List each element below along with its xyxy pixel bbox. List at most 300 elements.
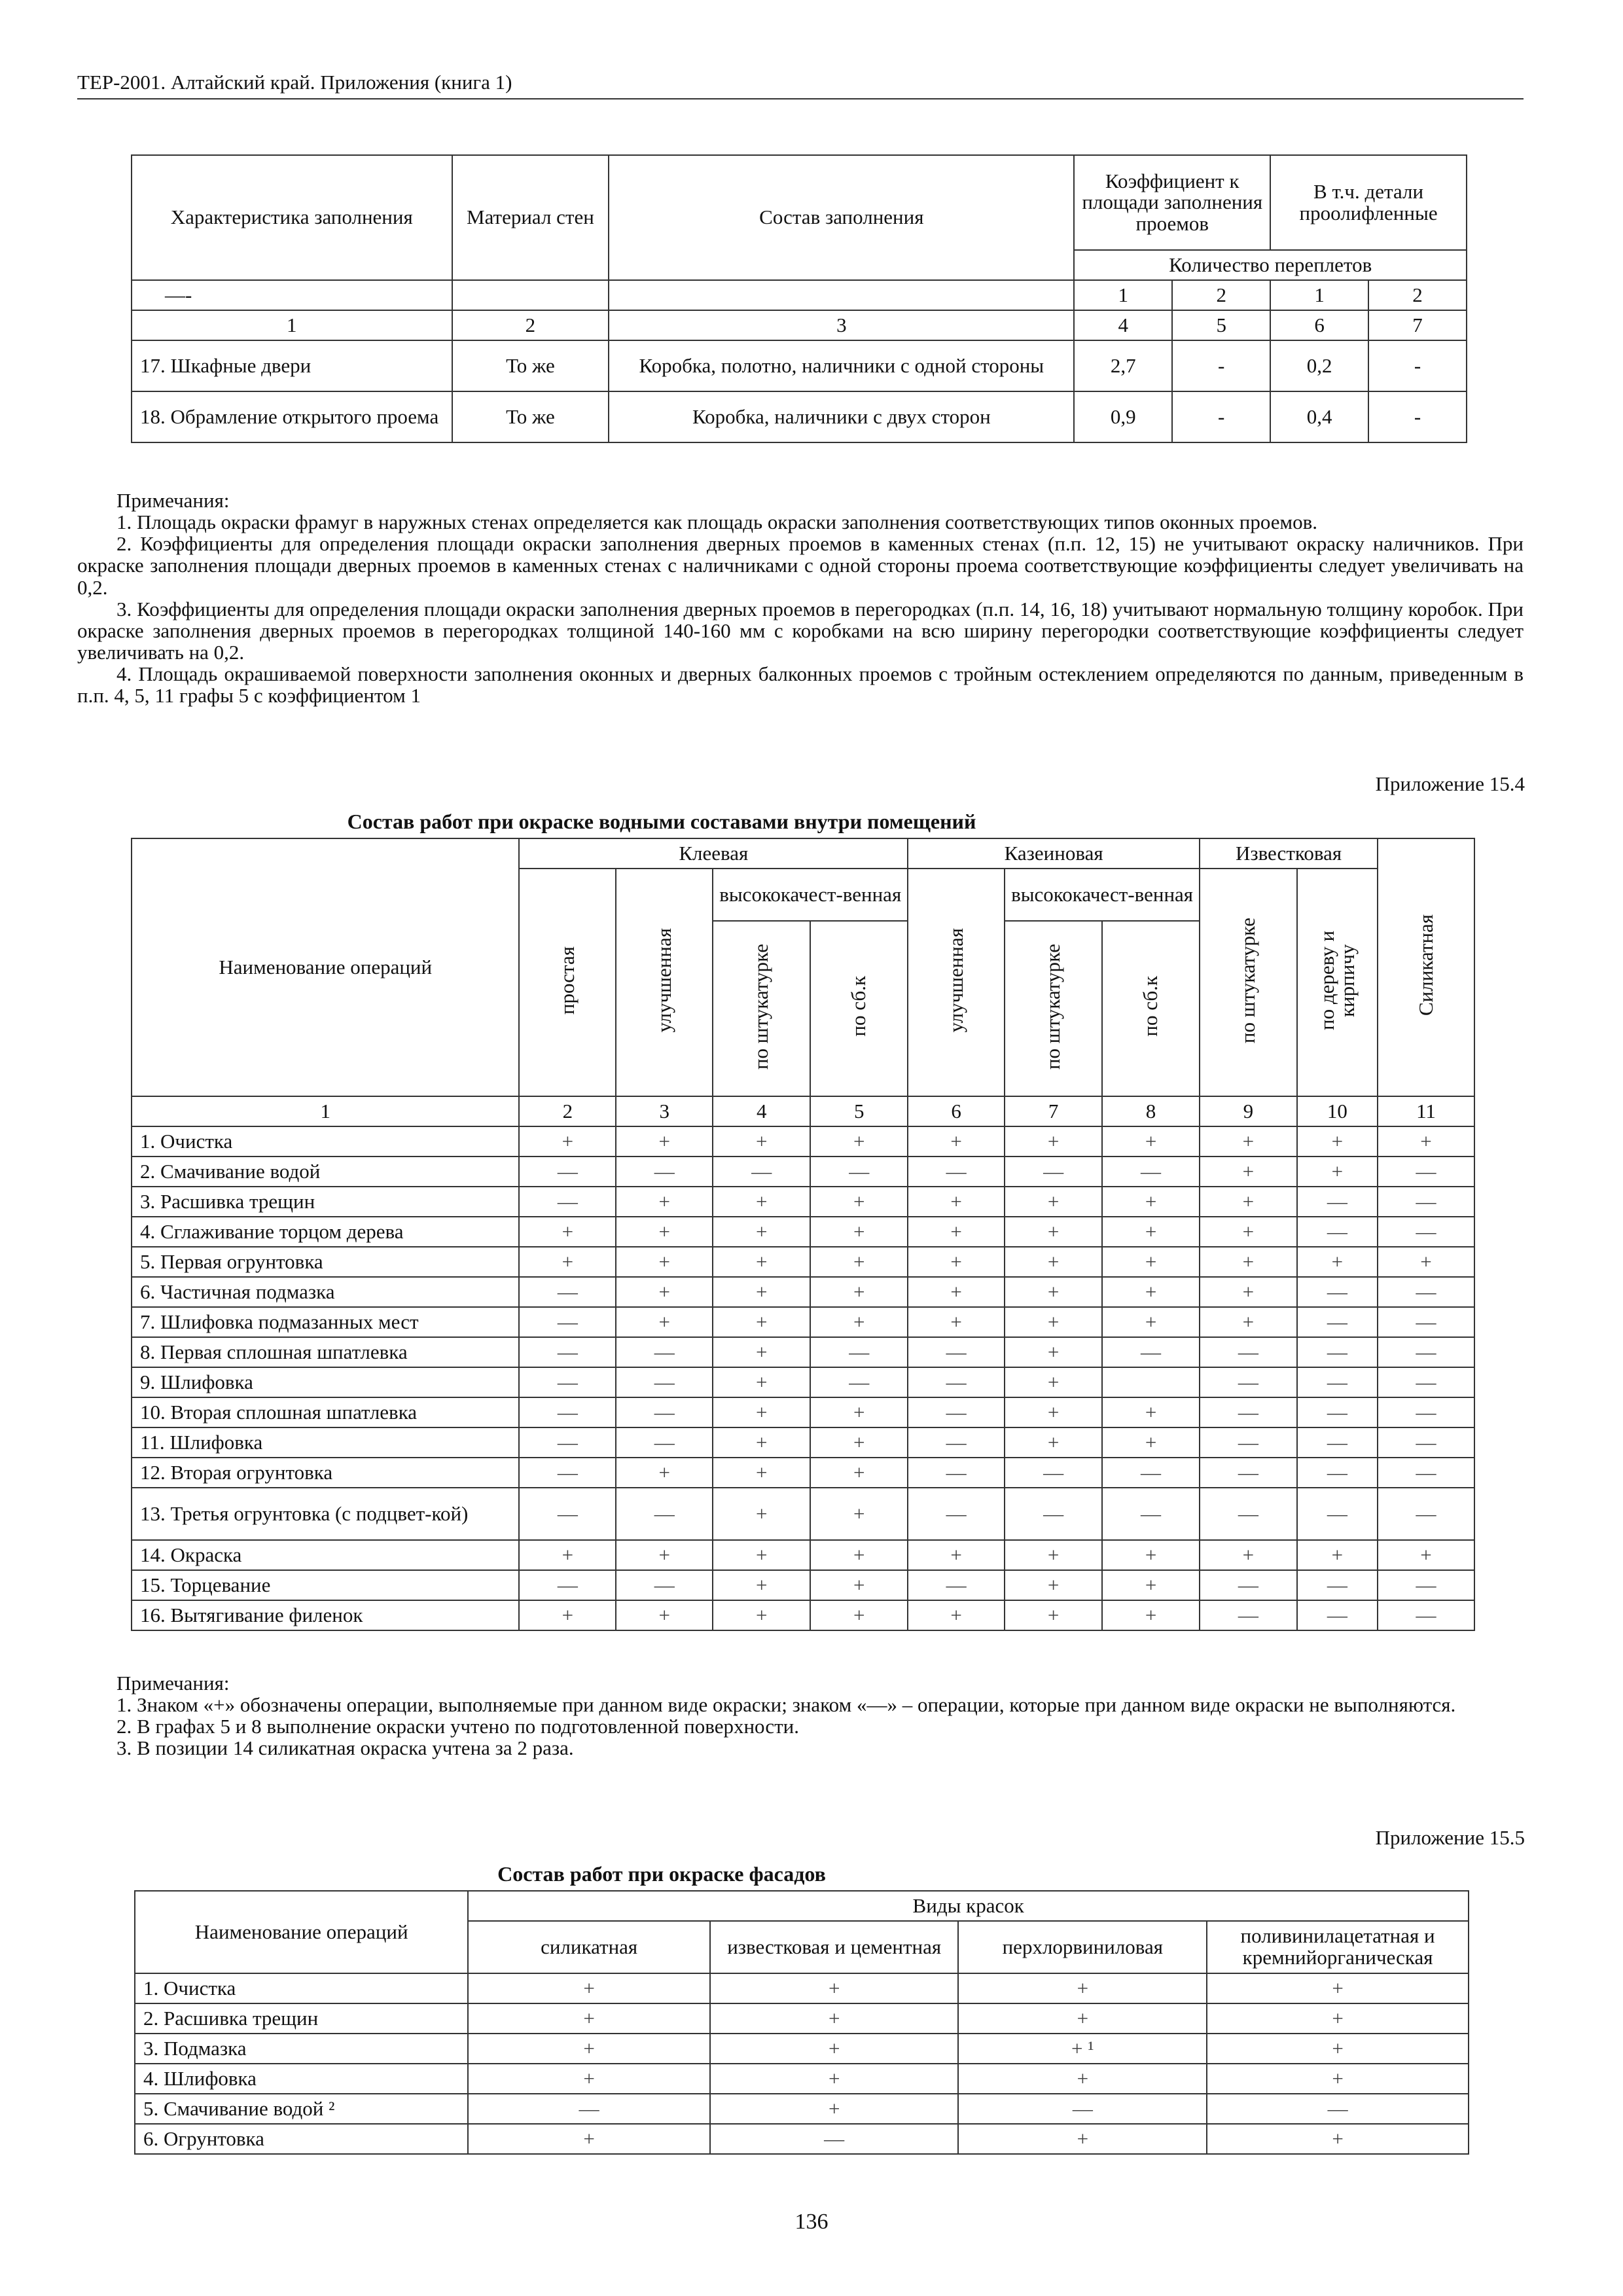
- cell: —: [1297, 1600, 1378, 1630]
- row-label: 7. Шлифовка подмазанных мест: [132, 1307, 519, 1337]
- col-header: по штукатурке: [1005, 921, 1102, 1096]
- cell: +: [519, 1217, 616, 1247]
- cell: +: [908, 1126, 1005, 1157]
- col-number: 1: [132, 1096, 519, 1126]
- note-item: 1. Площадь окраски фрамуг в наружных стенах определяется как площадь окраски заполнения соответствующих типов оконных проемов.: [116, 511, 1318, 534]
- cell: —: [908, 1458, 1005, 1488]
- row-label: 11. Шлифовка: [132, 1427, 519, 1458]
- cell: +: [713, 1570, 810, 1600]
- cell: —: [1297, 1397, 1378, 1427]
- cell: +: [908, 1187, 1005, 1217]
- col-header: простая: [519, 869, 616, 1096]
- cell: +: [1005, 1397, 1102, 1427]
- group-header-paint-types: Виды красок: [468, 1891, 1469, 1921]
- cell: —: [1378, 1397, 1474, 1427]
- col-number: 3: [609, 310, 1074, 340]
- cell: +: [958, 2124, 1207, 2154]
- cell: —: [1200, 1488, 1297, 1540]
- cell: +: [810, 1540, 908, 1570]
- row-label: 5. Первая огрунтовка: [132, 1247, 519, 1277]
- cell: —: [1200, 1337, 1297, 1367]
- cell: +: [1200, 1126, 1297, 1157]
- cell: —: [519, 1570, 616, 1600]
- cell: +: [616, 1217, 713, 1247]
- cell: +: [810, 1458, 908, 1488]
- cell: +: [1005, 1600, 1102, 1630]
- cell: +: [710, 2064, 959, 2094]
- cell: —: [1297, 1217, 1378, 1247]
- cell: —: [1200, 1427, 1297, 1458]
- cell: +: [713, 1247, 810, 1277]
- col-number: 7: [1005, 1096, 1102, 1126]
- group-header-casein: Казеиновая: [908, 838, 1200, 869]
- table-row: [132, 1570, 1474, 1600]
- note-item: 1. Знаком «+» обозначены операции, выполняемые при данном виде окраски; знаком «—» – операции, которые при данном виде окраски не выполняются.: [116, 1693, 1456, 1717]
- col-header: по штукатурке: [1200, 869, 1297, 1096]
- col-header: перхлорвиниловая: [958, 1921, 1207, 1973]
- cell: +: [713, 1397, 810, 1427]
- cell: —: [1378, 1458, 1474, 1488]
- cell: +: [810, 1187, 908, 1217]
- table-row: [135, 2003, 1469, 2034]
- cell: —: [519, 1397, 616, 1427]
- cell: —: [519, 1187, 616, 1217]
- cell: +: [1200, 1247, 1297, 1277]
- group-header-high-quality: высококачест-венная: [1005, 869, 1200, 921]
- table-row: [132, 1337, 1474, 1367]
- cell: +: [810, 1247, 908, 1277]
- cell: 0,9: [1074, 391, 1172, 442]
- cell: +: [713, 1307, 810, 1337]
- appendix-label: Приложение 15.4: [1375, 772, 1525, 795]
- col-header-wall-material: Материал стен: [452, 155, 609, 280]
- table-row: [132, 1307, 1474, 1337]
- col-header-frame-count: Количество переплетов: [1074, 250, 1467, 280]
- cell: —: [1378, 1367, 1474, 1397]
- row-label: 6. Огрунтовка: [135, 2124, 468, 2154]
- table-row: [132, 1157, 1474, 1187]
- cell: +: [1200, 1157, 1297, 1187]
- row-label: 16. Вытягивание филенок: [132, 1600, 519, 1630]
- cell: —: [616, 1488, 713, 1540]
- dash-cell: —-: [132, 280, 452, 310]
- table-row: [132, 1488, 1474, 1540]
- cell: + ¹: [958, 2034, 1207, 2064]
- cell: —: [616, 1570, 713, 1600]
- cell: +: [1005, 1126, 1102, 1157]
- cell: +: [616, 1600, 713, 1630]
- cell: +: [710, 2094, 959, 2124]
- cell: +: [519, 1126, 616, 1157]
- cell: Коробка, наличники с двух сторон: [609, 391, 1074, 442]
- cell: +: [713, 1540, 810, 1570]
- cell: +: [713, 1217, 810, 1247]
- empty-cell: [452, 280, 609, 310]
- col-header-silicate: Силикатная: [1378, 838, 1474, 1096]
- cell: —: [468, 2094, 710, 2124]
- cell: +: [713, 1187, 810, 1217]
- cell: 0,2: [1270, 340, 1368, 391]
- cell: +: [1378, 1126, 1474, 1157]
- col-header: улучшенная: [616, 869, 713, 1096]
- col-header: по штукатурке: [713, 921, 810, 1096]
- row-label: 5. Смачивание водой ²: [135, 2094, 468, 2124]
- cell: —: [908, 1337, 1005, 1367]
- col-number: 5: [810, 1096, 908, 1126]
- cell: +: [1207, 2124, 1469, 2154]
- cell: —: [908, 1570, 1005, 1600]
- col-number: 9: [1200, 1096, 1297, 1126]
- cell: +: [1102, 1397, 1200, 1427]
- facade-painting-table: [134, 1890, 1469, 2155]
- cell: —: [1005, 1458, 1102, 1488]
- cell: +: [908, 1217, 1005, 1247]
- table-row: [132, 1397, 1474, 1427]
- table-row: [132, 1458, 1474, 1488]
- cell: +: [1005, 1217, 1102, 1247]
- cell: +: [1207, 2034, 1469, 2064]
- cell: +: [468, 2003, 710, 2034]
- note-item: 4. Площадь окрашиваемой поверхности заполнения оконных и дверных балконных проемов с тройным остеклением определяются по данным, приведенным в п.п. 4, 5, 11 графы 5 с коэффициентом 1: [77, 662, 1524, 708]
- table-row: [132, 1540, 1474, 1570]
- cell: +: [908, 1247, 1005, 1277]
- col-header-coefficient: Коэффициент к площади заполнения проемов: [1074, 155, 1270, 250]
- row-label: 1. Очистка: [132, 1126, 519, 1157]
- table-title: Состав работ при окраске водными составами внутри помещений: [347, 810, 976, 833]
- cell: —: [1378, 1488, 1474, 1540]
- row-label: 8. Первая сплошная шпатлевка: [132, 1337, 519, 1367]
- col-header-operation: Наименование операций: [132, 838, 519, 1096]
- cell: +: [1005, 1337, 1102, 1367]
- col-number: 11: [1378, 1096, 1474, 1126]
- cell: +: [1005, 1427, 1102, 1458]
- cell: +: [908, 1307, 1005, 1337]
- cell: +: [1207, 1973, 1469, 2003]
- cell: —: [616, 1157, 713, 1187]
- cell: +: [713, 1126, 810, 1157]
- cell: +: [1200, 1217, 1297, 1247]
- cell: +: [1200, 1307, 1297, 1337]
- cell: —: [1378, 1307, 1474, 1337]
- cell: +: [810, 1570, 908, 1600]
- interior-painting-table: [131, 838, 1475, 1631]
- table-row: [135, 2124, 1469, 2154]
- notes-title: Примечания:: [116, 489, 230, 512]
- cell: +: [1102, 1307, 1200, 1337]
- cell: +: [1378, 1247, 1474, 1277]
- cell: +: [1102, 1570, 1200, 1600]
- row-label: 13. Третья огрунтовка (с подцвет-кой): [132, 1488, 519, 1540]
- cell: —: [1378, 1427, 1474, 1458]
- table-row: [132, 1187, 1474, 1217]
- cell: +: [468, 2034, 710, 2064]
- cell: +: [810, 1217, 908, 1247]
- table-row: [132, 1126, 1474, 1157]
- cell: [1102, 1367, 1200, 1397]
- filling-table: [131, 154, 1467, 443]
- cell: —: [1297, 1307, 1378, 1337]
- cell: +: [1102, 1247, 1200, 1277]
- cell: +: [1102, 1540, 1200, 1570]
- cell: —: [1378, 1600, 1474, 1630]
- cell: +: [713, 1488, 810, 1540]
- cell: —: [1378, 1157, 1474, 1187]
- cell: —: [1297, 1488, 1378, 1540]
- col-header-composition: Состав заполнения: [609, 155, 1074, 280]
- col-number: 2: [519, 1096, 616, 1126]
- cell: —: [810, 1337, 908, 1367]
- cell: +: [713, 1427, 810, 1458]
- cell: —: [908, 1367, 1005, 1397]
- cell: —: [519, 1307, 616, 1337]
- cell: —: [710, 2124, 959, 2154]
- row-label: 4. Сглаживание торцом дерева: [132, 1217, 519, 1247]
- col-number: 4: [713, 1096, 810, 1126]
- cell: +: [1207, 2064, 1469, 2094]
- cell: —: [1200, 1397, 1297, 1427]
- cell: +: [713, 1337, 810, 1367]
- table-row: [132, 1367, 1474, 1397]
- cell: —: [519, 1337, 616, 1367]
- note-item: 2. Коэффициенты для определения площади окраски заполнения дверных проемов в каменных стенах (п.п. 12, 15) не учитывают окраску наличников. При окраске заполнения площади дверных проемов в каменных стенах с наличниками с одной стороны проема соответствующие коэффициенты следует увеличивать на 0,2.: [77, 532, 1524, 599]
- cell: —: [1378, 1570, 1474, 1600]
- cell: +: [1200, 1187, 1297, 1217]
- cell: +: [616, 1187, 713, 1217]
- col-header: по сб.к: [1102, 921, 1200, 1096]
- cell: +: [810, 1488, 908, 1540]
- col-header-characteristic: Характеристика заполнения: [132, 155, 452, 280]
- table-row: [135, 2064, 1469, 2094]
- page-number: 136: [794, 2210, 829, 2234]
- cell: +: [519, 1600, 616, 1630]
- cell: —: [1378, 1337, 1474, 1367]
- cell: +: [908, 1600, 1005, 1630]
- col-header-operation: Наименование операций: [135, 1891, 468, 1973]
- row-label: 2. Смачивание водой: [132, 1157, 519, 1187]
- cell: +: [519, 1540, 616, 1570]
- row-label: 1. Очистка: [135, 1973, 468, 2003]
- cell: +: [1207, 2003, 1469, 2034]
- note-item: 2. В графах 5 и 8 выполнение окраски учтено по подготовленной поверхности.: [116, 1715, 799, 1738]
- cell: —: [1297, 1367, 1378, 1397]
- cell: —: [1378, 1217, 1474, 1247]
- cell: 2,7: [1074, 340, 1172, 391]
- cell: +: [1005, 1247, 1102, 1277]
- group-header-lime: Известковая: [1200, 838, 1378, 869]
- notes-title: Примечания:: [116, 1672, 230, 1695]
- cell: +: [1102, 1126, 1200, 1157]
- cell: +: [1102, 1187, 1200, 1217]
- row-label: 12. Вторая огрунтовка: [132, 1458, 519, 1488]
- col-number: 6: [908, 1096, 1005, 1126]
- cell: +: [1102, 1600, 1200, 1630]
- cell: —: [908, 1427, 1005, 1458]
- cell: То же: [452, 340, 609, 391]
- table-row: [132, 1217, 1474, 1247]
- cell: +: [1102, 1427, 1200, 1458]
- cell: —: [1297, 1570, 1378, 1600]
- col-number: 8: [1102, 1096, 1200, 1126]
- cell: —: [1200, 1458, 1297, 1488]
- notes-2: [77, 1672, 1524, 1759]
- cell: +: [713, 1277, 810, 1307]
- cell: +: [1005, 1277, 1102, 1307]
- cell: +: [1297, 1540, 1378, 1570]
- cell: —: [713, 1157, 810, 1187]
- cell: +: [616, 1277, 713, 1307]
- sub-header: 1: [1074, 280, 1172, 310]
- cell: +: [1005, 1570, 1102, 1600]
- row-label: 4. Шлифовка: [135, 2064, 468, 2094]
- row-label: 6. Частичная подмазка: [132, 1277, 519, 1307]
- table-row: [132, 1247, 1474, 1277]
- col-number: 7: [1368, 310, 1467, 340]
- cell: —: [519, 1488, 616, 1540]
- cell: +: [1200, 1277, 1297, 1307]
- sub-header: 2: [1172, 280, 1270, 310]
- cell: +: [616, 1540, 713, 1570]
- col-header: силикатная: [468, 1921, 710, 1973]
- col-header: по сб.к: [810, 921, 908, 1096]
- row-label: 17. Шкафные двери: [132, 340, 452, 391]
- cell: +: [616, 1307, 713, 1337]
- table-row: [132, 340, 1467, 391]
- appendix-label: Приложение 15.5: [1375, 1826, 1525, 1849]
- cell: То же: [452, 391, 609, 442]
- table-row: [135, 1973, 1469, 2003]
- cell: +: [710, 2034, 959, 2064]
- cell: —: [810, 1367, 908, 1397]
- row-label: 10. Вторая сплошная шпатлевка: [132, 1397, 519, 1427]
- cell: —: [1200, 1367, 1297, 1397]
- cell: +: [710, 2003, 959, 2034]
- cell: —: [1102, 1157, 1200, 1187]
- cell: —: [810, 1157, 908, 1187]
- cell: Коробка, полотно, наличники с одной стороны: [609, 340, 1074, 391]
- cell: +: [810, 1427, 908, 1458]
- cell: —: [1297, 1337, 1378, 1367]
- col-number: 10: [1297, 1096, 1378, 1126]
- row-label: 18. Обрамление открытого проема: [132, 391, 452, 442]
- table-row: [132, 1600, 1474, 1630]
- cell: +: [468, 1973, 710, 2003]
- cell: —: [519, 1277, 616, 1307]
- cell: +: [1378, 1540, 1474, 1570]
- row-label: 14. Окраска: [132, 1540, 519, 1570]
- col-header: улучшенная: [908, 869, 1005, 1096]
- cell: +: [810, 1307, 908, 1337]
- col-header-oiled-parts: В т.ч. детали проолифленные: [1270, 155, 1467, 250]
- col-number: 2: [452, 310, 609, 340]
- cell: +: [908, 1540, 1005, 1570]
- cell: +: [810, 1600, 908, 1630]
- cell: +: [519, 1247, 616, 1277]
- cell: —: [1297, 1277, 1378, 1307]
- cell: +: [468, 2064, 710, 2094]
- col-number: 3: [616, 1096, 713, 1126]
- cell: +: [710, 1973, 959, 2003]
- sub-header: 2: [1368, 280, 1467, 310]
- cell: +: [468, 2124, 710, 2154]
- col-number: 6: [1270, 310, 1368, 340]
- cell: —: [1378, 1277, 1474, 1307]
- cell: —: [519, 1458, 616, 1488]
- cell: +: [810, 1126, 908, 1157]
- cell: +: [713, 1458, 810, 1488]
- cell: +: [958, 1973, 1207, 2003]
- row-label: 2. Расшивка трещин: [135, 2003, 468, 2034]
- cell: —: [1207, 2094, 1469, 2124]
- table-row: [135, 2034, 1469, 2064]
- col-number-row: [132, 1096, 1474, 1126]
- row-label: 15. Торцевание: [132, 1570, 519, 1600]
- col-header: по дереву и кирпичу: [1297, 869, 1378, 1096]
- col-number: 5: [1172, 310, 1270, 340]
- cell: —: [1297, 1187, 1378, 1217]
- cell: —: [1102, 1488, 1200, 1540]
- empty-cell: [609, 280, 1074, 310]
- cell: —: [1378, 1187, 1474, 1217]
- cell: +: [713, 1367, 810, 1397]
- cell: —: [1005, 1157, 1102, 1187]
- cell: +: [1200, 1540, 1297, 1570]
- cell: —: [908, 1397, 1005, 1427]
- col-number: 4: [1074, 310, 1172, 340]
- cell: —: [1200, 1600, 1297, 1630]
- cell: +: [1297, 1157, 1378, 1187]
- cell: -: [1368, 340, 1467, 391]
- running-header: ТЕР-2001. Алтайский край. Приложения (книга 1): [77, 71, 1524, 99]
- cell: +: [1005, 1307, 1102, 1337]
- cell: +: [713, 1600, 810, 1630]
- note-item: 3. Коэффициенты для определения площади окраски заполнения дверных проемов в перегородках (п.п. 14, 16, 18) учитывают нормальную толщину коробок. При окраске заполнения дверных проемов в перегородках толщиной 140-160 мм с коробками на всю ширину перегородки соответствующие коэффициенты следует увеличивать на 0,2.: [77, 597, 1524, 664]
- cell: —: [1102, 1337, 1200, 1367]
- group-header-glue: Клеевая: [519, 838, 908, 869]
- col-header: поливинилацетатная и кремнийорганическая: [1207, 1921, 1469, 1973]
- cell: +: [616, 1247, 713, 1277]
- cell: 0,4: [1270, 391, 1368, 442]
- cell: —: [1297, 1458, 1378, 1488]
- cell: —: [616, 1427, 713, 1458]
- cell: —: [1102, 1458, 1200, 1488]
- cell: —: [908, 1488, 1005, 1540]
- cell: +: [810, 1277, 908, 1307]
- col-number: 1: [132, 310, 452, 340]
- row-label: 3. Подмазка: [135, 2034, 468, 2064]
- cell: —: [908, 1157, 1005, 1187]
- cell: —: [616, 1397, 713, 1427]
- col-header: известковая и цементная: [710, 1921, 959, 1973]
- note-item: 3. В позиции 14 силикатная окраска учтена за 2 раза.: [116, 1736, 574, 1760]
- cell: +: [616, 1458, 713, 1488]
- cell: +: [1005, 1540, 1102, 1570]
- cell: +: [958, 2003, 1207, 2034]
- cell: -: [1368, 391, 1467, 442]
- table-row: [132, 391, 1467, 442]
- table-row: [132, 1277, 1474, 1307]
- sub-header: 1: [1270, 280, 1368, 310]
- cell: —: [1200, 1570, 1297, 1600]
- cell: —: [616, 1367, 713, 1397]
- cell: -: [1172, 340, 1270, 391]
- cell: +: [810, 1397, 908, 1427]
- cell: +: [958, 2064, 1207, 2094]
- cell: +: [1005, 1187, 1102, 1217]
- table-row: [135, 2094, 1469, 2124]
- table-title: Состав работ при окраске фасадов: [497, 1862, 826, 1886]
- cell: +: [908, 1277, 1005, 1307]
- cell: —: [519, 1157, 616, 1187]
